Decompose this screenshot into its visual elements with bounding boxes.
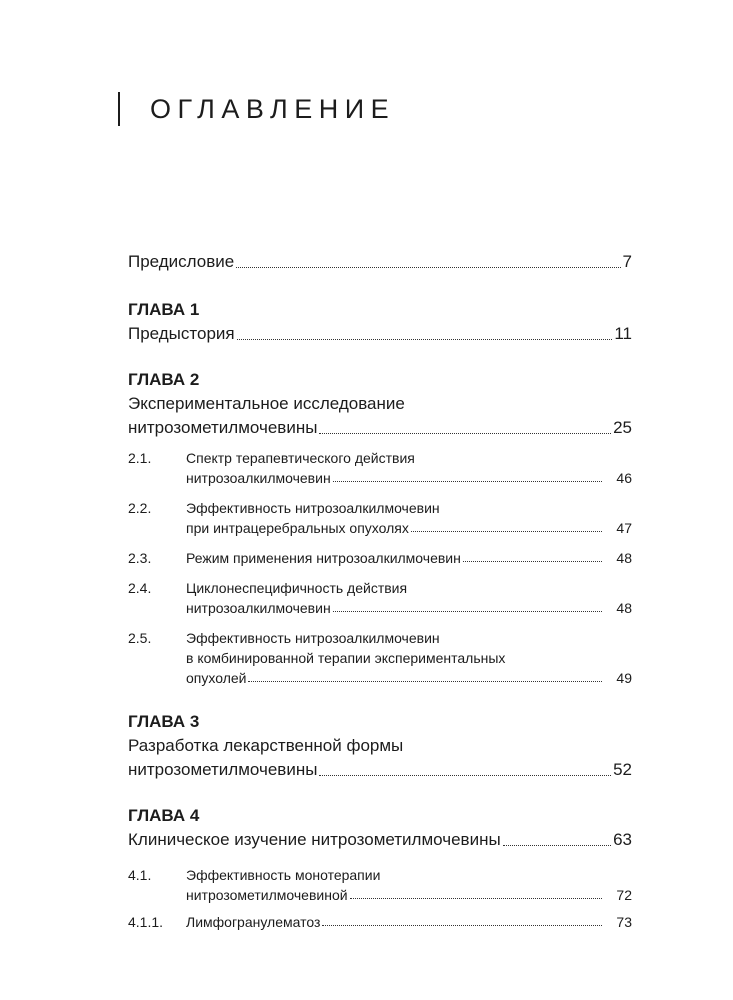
- heading-accent-bar: [118, 92, 120, 126]
- dot-leader: [463, 561, 602, 562]
- section-number: 2.5.: [128, 630, 152, 646]
- dot-leader: [333, 611, 602, 612]
- section-title-line: Эффективность монотерапии: [186, 867, 381, 883]
- chapter-label: ГЛАВА 2: [128, 370, 200, 389]
- toc-last-line: [186, 548, 632, 568]
- toc-last-line: [186, 518, 632, 538]
- section-number: 2.3.: [128, 550, 152, 566]
- toc-entry-preface[interactable]: [128, 250, 632, 274]
- entry-text: Режим применения нитрозоалкилмочевин: [186, 550, 461, 566]
- dot-leader: [411, 531, 602, 532]
- dot-leader: [236, 267, 620, 268]
- chapter-2[interactable]: [128, 368, 632, 688]
- page-number: 46: [616, 470, 632, 486]
- page-number: 63: [613, 830, 632, 849]
- toc-subentry-2.5[interactable]: [128, 628, 632, 688]
- toc-subentry-4.1[interactable]: [128, 865, 632, 905]
- entry-text: Клиническое изучение нитрозометилмочевины: [128, 830, 501, 849]
- chapter-3[interactable]: [128, 710, 632, 782]
- dot-leader: [333, 481, 602, 482]
- section-title: [186, 548, 632, 568]
- entry-text: опухолей: [186, 670, 247, 686]
- toc-last-line: [128, 322, 632, 346]
- entry-title: Предисловие: [128, 252, 235, 271]
- page-title: ОГЛАВЛЕНИЕ: [150, 94, 396, 124]
- entry-text: нитрозоалкилмочевин: [186, 600, 331, 616]
- page-number: 11: [614, 324, 632, 343]
- entry-text: Предыстория: [128, 324, 235, 343]
- section-title: [186, 448, 632, 488]
- dot-leader: [248, 681, 602, 682]
- chapter-title-line: Разработка лекарственной формы: [128, 736, 404, 755]
- section-title: [186, 578, 632, 618]
- section-number: 4.1.: [128, 867, 152, 883]
- toc-subentry-2.4[interactable]: [128, 578, 632, 618]
- chapter-4[interactable]: [128, 804, 632, 932]
- chapter-label: ГЛАВА 1: [128, 300, 200, 319]
- section-title-line: Эффективность нитрозоалкилмочевин: [186, 500, 440, 516]
- entry-text: нитрозометилмочевины: [128, 418, 318, 437]
- toc-subentry-2.1[interactable]: [128, 448, 632, 488]
- chapter-1[interactable]: [128, 298, 632, 346]
- section-number: 4.1.1.: [128, 914, 164, 930]
- entry-text: нитрозоалкилмочевин: [186, 470, 331, 486]
- page-number: 73: [616, 914, 632, 930]
- dot-leader: [322, 925, 602, 926]
- table-of-contents: [128, 250, 632, 932]
- toc-last-line: [128, 416, 632, 440]
- page-number: 48: [616, 550, 632, 566]
- section-title: [186, 912, 632, 932]
- toc-subentry-2.2[interactable]: [128, 498, 632, 538]
- toc-subentry-4.1.1[interactable]: [128, 912, 632, 932]
- toc-last-line: [186, 668, 632, 688]
- toc-last-line: [186, 468, 632, 488]
- page-number: 25: [613, 418, 632, 437]
- section-title: [186, 628, 632, 688]
- section-title-line: Циклонеспецифичность действия: [186, 580, 408, 596]
- section-title-line: Эффективность нитрозоалкилмочевин: [186, 630, 440, 646]
- dot-leader: [237, 339, 613, 340]
- dot-leader: [350, 898, 602, 899]
- section-title-line: Спектр терапевтического действия: [186, 450, 415, 466]
- dot-leader: [319, 433, 611, 434]
- entry-text: при интрацеребральных опухолях: [186, 520, 409, 536]
- toc-last-line: [128, 758, 632, 782]
- entry-text: Лимфогранулематоз: [186, 914, 321, 930]
- page-number: 49: [616, 670, 632, 686]
- section-title: [186, 498, 632, 538]
- page-number: 48: [616, 600, 632, 616]
- toc-last-line: [128, 828, 632, 852]
- chapter-label: ГЛАВА 4: [128, 806, 200, 825]
- page-number: 47: [616, 520, 632, 536]
- page-number: 7: [622, 252, 632, 271]
- page-number: 52: [613, 760, 632, 779]
- chapter-title-line: Экспериментальное исследование: [128, 394, 405, 413]
- toc-last-line: [186, 598, 632, 618]
- chapter-label: ГЛАВА 3: [128, 712, 200, 731]
- page-number: 72: [616, 887, 632, 903]
- toc-subentry-2.3[interactable]: [128, 548, 632, 568]
- section-number: 2.2.: [128, 500, 152, 516]
- entry-text: нитрозометилмочевиной: [186, 887, 348, 903]
- section-number: 2.1.: [128, 450, 152, 466]
- dot-leader: [503, 845, 611, 846]
- toc-last-line: [186, 885, 632, 905]
- dot-leader: [319, 775, 611, 776]
- entry-text: нитрозометилмочевины: [128, 760, 318, 779]
- section-title: [186, 865, 632, 905]
- section-title-line: в комбинированной терапии экспериментальных: [186, 650, 506, 666]
- section-number: 2.4.: [128, 580, 152, 596]
- toc-last-line: [186, 912, 632, 932]
